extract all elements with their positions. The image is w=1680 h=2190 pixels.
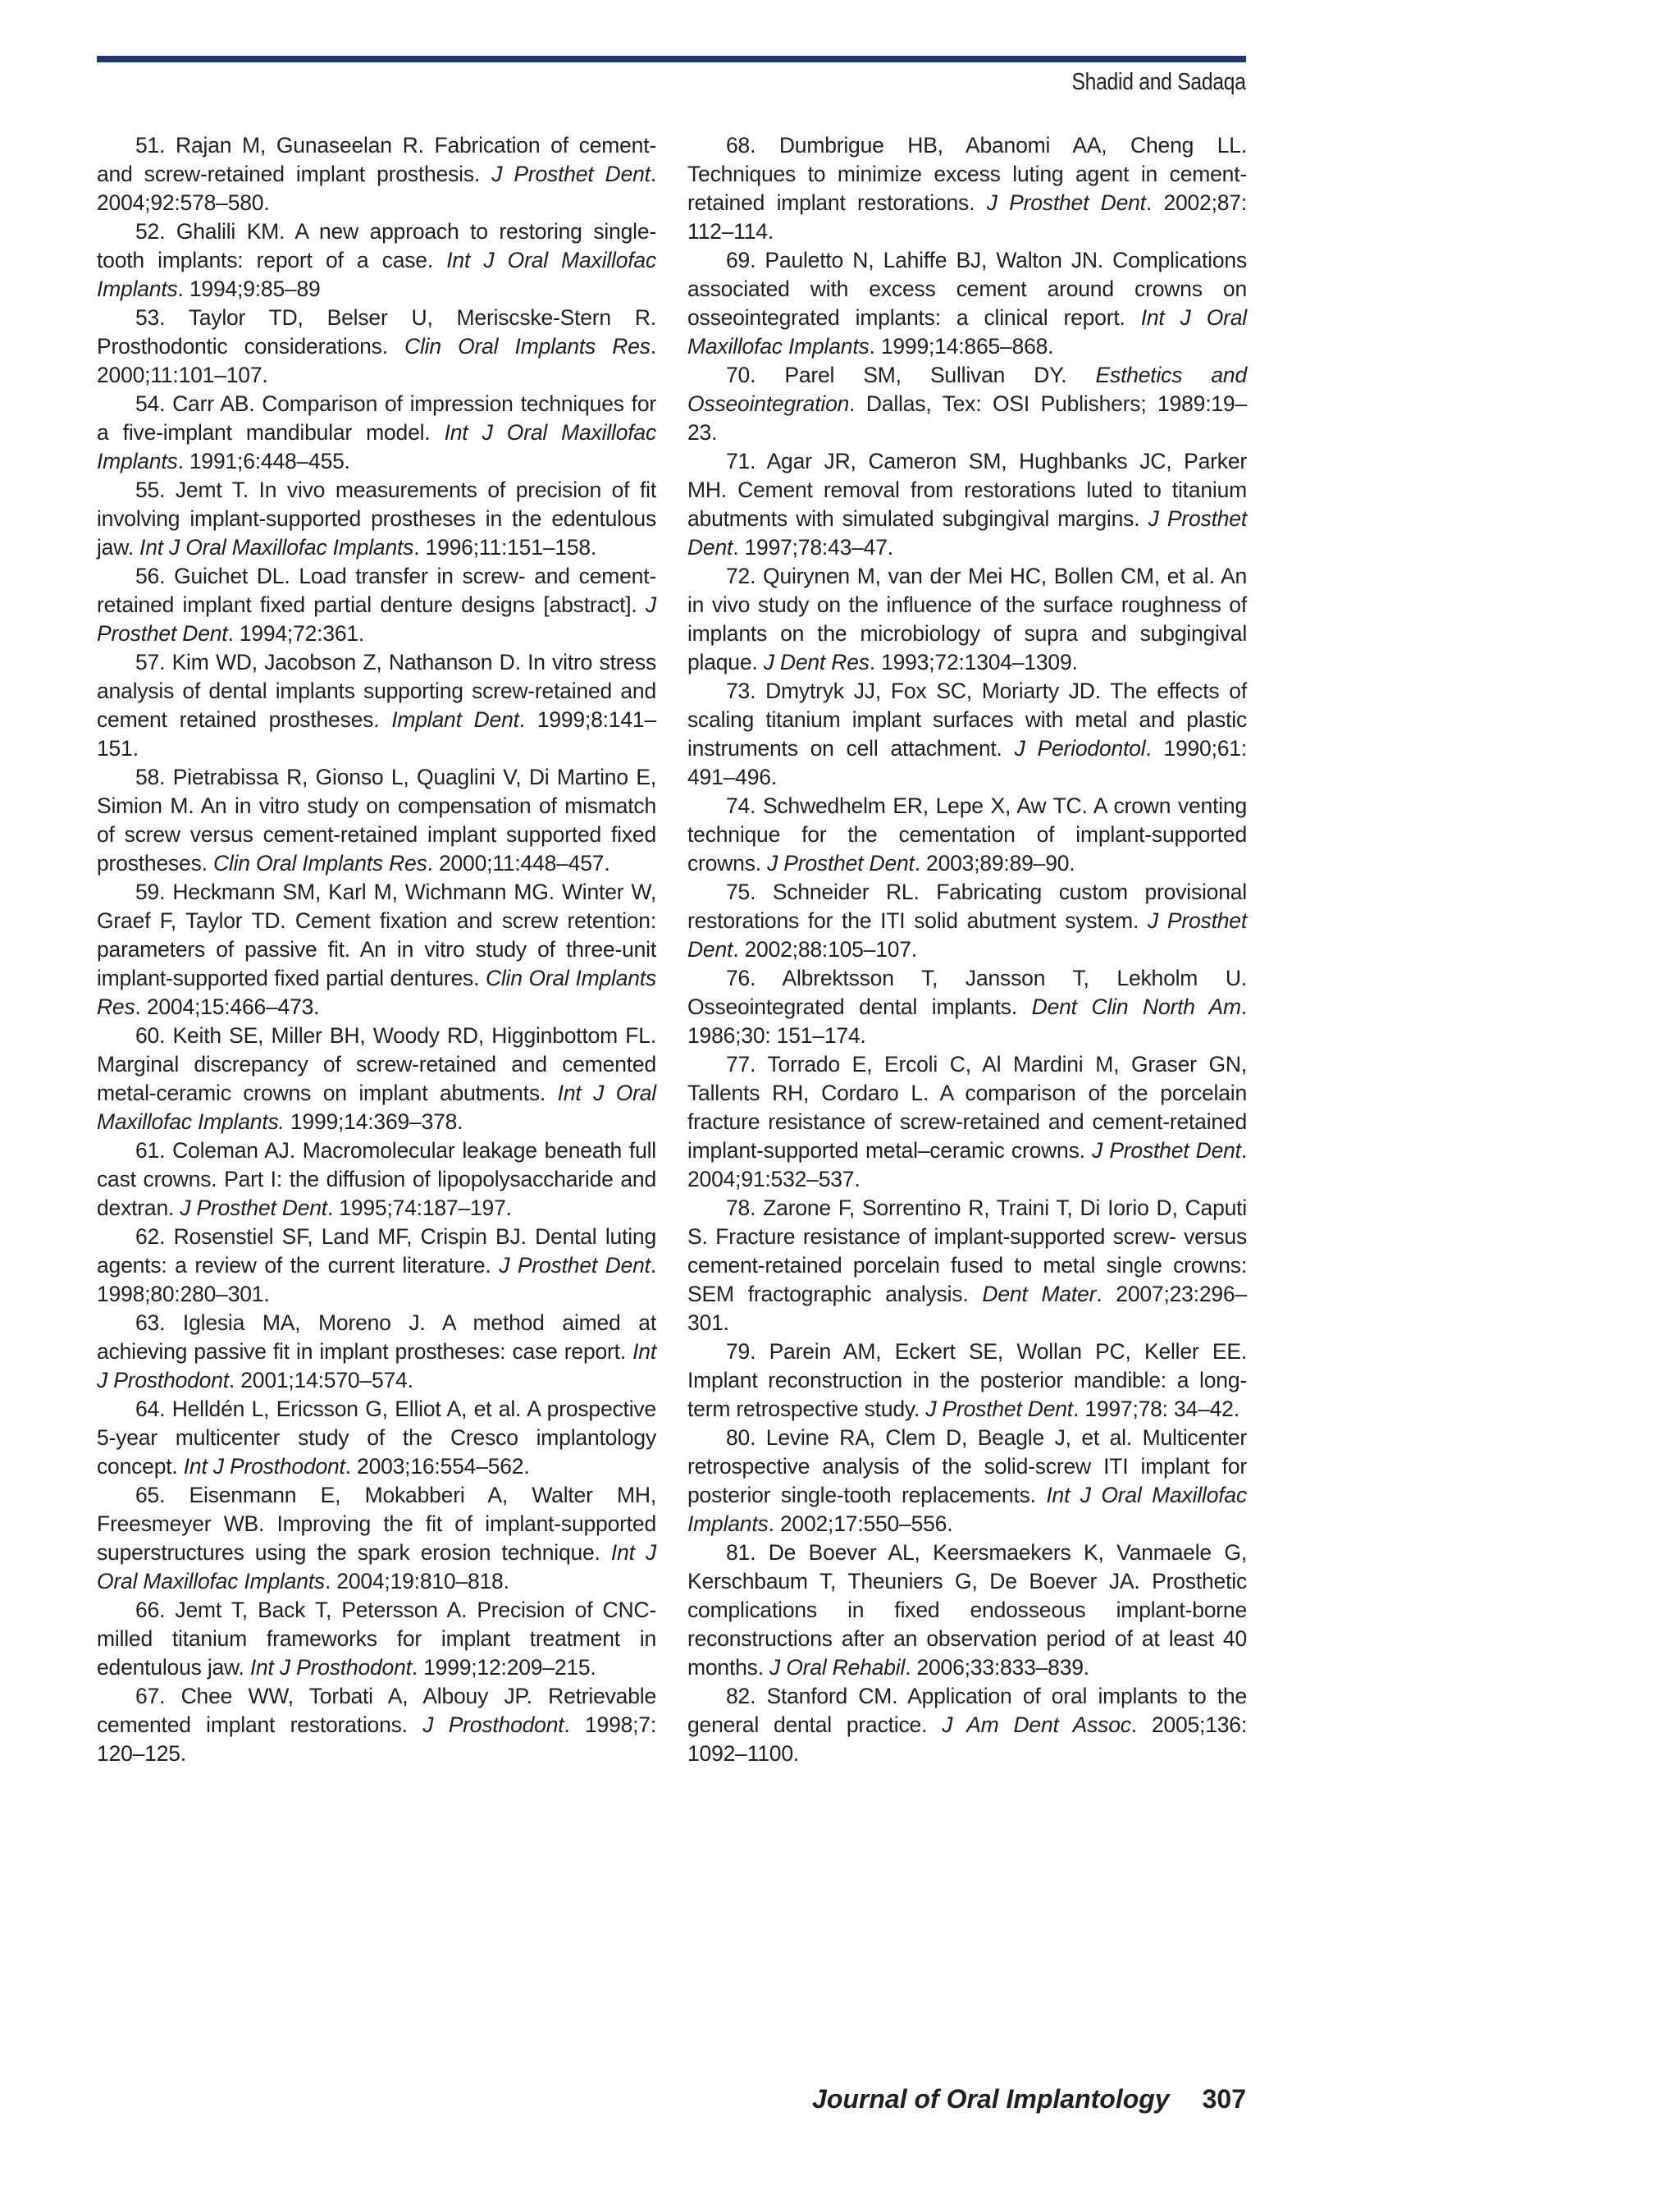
reference-citation: . 1994;72:361. <box>227 621 365 646</box>
reference-journal: J Prosthet Dent <box>687 908 1247 962</box>
reference-text: 71. Agar JR, Cameron SM, Hughbanks JC, Parker MH. Cement removal from restorations luted to titanium abutments with simulated subgingival margins. <box>687 449 1247 531</box>
reference-citation: . 2000;11:448–457. <box>427 851 610 876</box>
reference-item <box>97 217 656 304</box>
reference-citation: . 1998;7: 120–125. <box>97 1712 657 1766</box>
reference-text: 52. Ghalili KM. A new approach to restoring single-tooth implants: report of a case. <box>97 219 656 272</box>
reference-journal: Int J Oral Maxillofac Implants <box>687 305 1247 359</box>
reference-text: 74. Schwedhelm ER, Lepe X, Aw TC. A crown venting technique for the cementation of implant-supported crowns. <box>687 793 1247 876</box>
page-number: 307 <box>1202 2084 1246 2114</box>
reference-text: 69. Pauletto N, Lahiffe BJ, Walton JN. Complications associated with excess cement around crowns on osseointegrated implants: a clinical report. <box>687 248 1247 330</box>
reference-citation: . 2002;17:550–556. <box>768 1511 953 1536</box>
reference-item <box>97 1223 656 1309</box>
reference-item <box>687 562 1247 677</box>
reference-citation: . 1996;11:151–158. <box>413 535 597 560</box>
reference-journal: Clin Oral Implants Res <box>404 334 651 359</box>
reference-text: 82. Stanford CM. Application of oral implants to the general dental practice. <box>687 1684 1247 1737</box>
reference-item <box>687 677 1247 792</box>
reference-citation: . 2004;19:810–818. <box>324 1569 509 1593</box>
reference-journal: J Periodontol <box>1014 736 1146 761</box>
reference-citation: . Dallas, Tex: OSI Publishers; 1989:19–23. <box>687 391 1247 445</box>
reference-item <box>97 476 656 562</box>
reference-journal: Dent Clin North Am <box>1031 994 1241 1019</box>
reference-citation: 1999;14:369–378. <box>284 1109 463 1134</box>
reference-text: 66. Jemt T, Back T, Petersson A. Precision of CNC-milled titanium frameworks for implant treatment in edentulous jaw. <box>97 1598 656 1680</box>
reference-text: 57. Kim WD, Jacobson Z, Nathanson D. In vitro stress analysis of dental implants supporting screw-retained and cement retained prostheses. <box>97 650 656 732</box>
reference-journal: Dent Mater <box>982 1282 1097 1306</box>
reference-citation: . 1994;9:85–89 <box>177 277 321 301</box>
reference-journal: J Prosthet Dent <box>97 592 656 646</box>
references-column-left <box>97 131 656 1768</box>
reference-journal: J Am Dent Assoc <box>942 1712 1131 1737</box>
reference-citation: . 1990;61: 491–496. <box>687 736 1247 789</box>
reference-journal: Clin Oral Implants Res <box>212 851 427 876</box>
reference-item <box>97 1395 656 1481</box>
reference-text: 55. Jemt T. In vivo measurements of precision of fit involving implant-supported prostheses in the edentulous jaw. <box>97 478 656 560</box>
reference-text: 76. Albrektsson T, Jansson T, Lekholm U. Osseointegrated dental implants. <box>687 966 1247 1019</box>
reference-item <box>687 361 1247 447</box>
reference-journal: Clin Oral Implants Res <box>97 966 656 1019</box>
footer-journal-name: Journal of Oral Implantology <box>812 2084 1170 2114</box>
reference-citation: . 1997;78: 34–42. <box>1072 1397 1239 1421</box>
reference-text: 80. Levine RA, Clem D, Beagle J, et al. Multicenter retrospective analysis of the solid-screw ITI implant for posterior single-tooth replacements. <box>687 1425 1247 1507</box>
reference-journal: J Prosthet Dent <box>687 506 1247 560</box>
reference-citation: . 2003;89:89–90. <box>914 851 1075 876</box>
reference-text: 68. Dumbrigue HB, Abanomi AA, Cheng LL. Techniques to minimize excess luting agent in cement-retained implant restorations. <box>687 133 1247 215</box>
reference-journal: Int J Oral Maxillofac Implants <box>97 248 656 301</box>
reference-item <box>97 1136 656 1223</box>
reference-item <box>687 1682 1247 1768</box>
reference-citation: . 2002;87: 112–114. <box>687 190 1247 244</box>
reference-item <box>687 1538 1247 1682</box>
reference-text: 62. Rosenstiel SF, Land MF, Crispin BJ. Dental luting agents: a review of the current literature. <box>97 1224 656 1278</box>
reference-citation: . 2001;14:570–574. <box>228 1368 413 1392</box>
reference-text: 60. Keith SE, Miller BH, Woody RD, Higginbottom FL. Marginal discrepancy of screw-retained and cemented metal-ceramic crowns on implant abutments. <box>97 1023 656 1105</box>
reference-item <box>97 1309 656 1395</box>
reference-citation: . 2004;92:578–580. <box>97 162 656 215</box>
reference-item <box>97 390 656 476</box>
reference-citation: . 2007;23:296–301. <box>687 1282 1247 1335</box>
reference-text: 73. Dmytryk JJ, Fox SC, Moriarty JD. The effects of scaling titanium implant surfaces with metal and plastic instruments on cell attachment. <box>687 679 1247 761</box>
reference-item <box>687 878 1247 964</box>
reference-journal: J Prosthet Dent <box>925 1397 1073 1421</box>
reference-citation: . 2002;88:105–107. <box>733 937 917 962</box>
reference-citation: . 2005;136: 1092–1100. <box>687 1712 1247 1766</box>
reference-journal: J Prosthodont <box>422 1712 564 1737</box>
reference-item <box>97 648 656 763</box>
reference-journal: Int J Prosthodont <box>97 1339 656 1392</box>
reference-journal: Esthetics and Osseointegration <box>687 363 1247 416</box>
reference-journal: J Prosthet Dent <box>180 1196 327 1220</box>
reference-item <box>97 562 656 648</box>
header-rule <box>97 56 1246 62</box>
reference-citation: . 2004;15:466–473. <box>135 994 320 1019</box>
reference-text: 54. Carr AB. Comparison of impression techniques for a five-implant mandibular model. <box>97 391 656 445</box>
references-column-right <box>687 131 1247 1768</box>
reference-item <box>687 131 1247 246</box>
reference-citation: . 1997;78:43–47. <box>733 535 893 560</box>
reference-text: 64. Helldén L, Ericsson G, Elliot A, et al. A prospective 5-year multicenter study of the Cresco implantology concept. <box>97 1397 656 1479</box>
reference-item <box>687 447 1247 562</box>
reference-item <box>687 1050 1247 1194</box>
reference-text: 78. Zarone F, Sorrentino R, Traini T, Di Iorio D, Caputi S. Fracture resistance of implant-supported screw- versus cement-retained porcelain fused to metal single crowns: SEM fractographic analysis. <box>687 1196 1247 1306</box>
reference-item <box>687 1337 1247 1424</box>
page-footer <box>812 2081 1246 2117</box>
reference-citation: . 2004;91:532–537. <box>687 1138 1248 1191</box>
reference-text: 77. Torrado E, Ercoli C, Al Mardini M, Graser GN, Tallents RH, Cordaro L. A comparison of the porcelain fracture resistance of screw-retained and cement-retained implant-supported metal–ceramic crowns. <box>687 1052 1247 1163</box>
reference-citation: . 1995;74:187–197. <box>326 1196 512 1220</box>
reference-citation: . 1998;80:280–301. <box>97 1253 657 1306</box>
reference-journal: Int J Prosthodont <box>249 1655 412 1680</box>
reference-journal: J Prosthet Dent <box>1092 1138 1241 1163</box>
reference-item <box>687 792 1247 878</box>
reference-text: 67. Chee WW, Torbati A, Albouy JP. Retrievable cemented implant restorations. <box>97 1684 656 1737</box>
reference-journal: Int J Oral Maxillofac Implants <box>687 1483 1247 1536</box>
reference-journal: Int J Prosthodont <box>183 1454 345 1479</box>
reference-item <box>97 1022 656 1136</box>
reference-text: 70. Parel SM, Sullivan DY. <box>726 363 1096 387</box>
reference-item <box>687 1194 1247 1337</box>
reference-citation: . 2006;33:833–839. <box>905 1655 1089 1680</box>
reference-citation: . 1999;8:141–151. <box>97 707 656 761</box>
reference-text: 63. Iglesia MA, Moreno J. A method aimed at achieving passive fit in implant prostheses: case report. <box>97 1310 656 1364</box>
reference-journal: J Prosthet Dent <box>986 190 1146 215</box>
reference-journal: Implant Dent <box>391 707 519 732</box>
reference-item <box>97 304 656 390</box>
running-head: Shadid and Sadaqa <box>1071 69 1246 95</box>
reference-item <box>687 1424 1247 1538</box>
reference-citation: . 1999;12:209–215. <box>411 1655 596 1680</box>
reference-citation: . 1993;72:1304–1309. <box>869 650 1078 674</box>
reference-item <box>687 246 1247 361</box>
reference-item <box>97 878 656 1022</box>
reference-text: 61. Coleman AJ. Macromolecular leakage beneath full cast crowns. Part I: the diffusion of lipopolysaccharide and dextran. <box>97 1138 656 1220</box>
reference-text: 65. Eisenmann E, Mokabberi A, Walter MH, Freesmeyer WB. Improving the fit of implant-supported superstructures using the spark erosion technique. <box>97 1483 656 1565</box>
reference-text: 53. Taylor TD, Belser U, Meriscske-Stern R. Prosthodontic considerations. <box>97 305 656 359</box>
reference-text: 59. Heckmann SM, Karl M, Wichmann MG. Winter W, Graef F, Taylor TD. Cement fixation and screw retention: parameters of passive fit. An in vitro study of three-unit implant-supported fixed partial dentures. <box>97 880 656 990</box>
reference-journal: Int J Oral Maxillofac Implants. <box>97 1081 656 1134</box>
reference-citation: . 2000;11:101–107. <box>97 334 656 387</box>
reference-journal: J Prosthet Dent <box>499 1253 651 1278</box>
reference-journal: J Prosthet Dent <box>491 162 651 186</box>
reference-journal: Int J Oral Maxillofac Implants <box>97 1540 656 1593</box>
reference-text: 79. Parein AM, Eckert SE, Wollan PC, Keller EE. Implant reconstruction in the posterior mandible: a long-term retrospective study. <box>687 1339 1247 1421</box>
reference-item <box>97 1596 656 1682</box>
reference-citation: . 1986;30: 151–174. <box>687 994 1248 1048</box>
reference-journal: J Oral Rehabil <box>769 1655 906 1680</box>
reference-text: 81. De Boever AL, Keersmaekers K, Vanmaele G, Kerschbaum T, Theuniers G, De Boever JA. Prosthetic complications in fixed endosseous implant-borne reconstructions after an observation period of at least 40 months. <box>687 1540 1247 1680</box>
reference-text: 75. Schneider RL. Fabricating custom provisional restorations for the ITI solid abutment system. <box>687 880 1247 933</box>
reference-journal: J Dent Res <box>763 650 870 674</box>
reference-citation: . 2003;16:554–562. <box>345 1454 530 1479</box>
reference-journal: Int J Oral Maxillofac Implants <box>139 535 414 560</box>
reference-journal: J Prosthet Dent <box>767 851 915 876</box>
reference-item <box>97 131 656 217</box>
reference-item <box>97 1682 656 1768</box>
reference-item <box>97 1481 656 1596</box>
reference-text: 56. Guichet DL. Load transfer in screw- and cement-retained implant fixed partial denture designs [abstract]. <box>97 564 656 617</box>
reference-item <box>97 763 656 878</box>
reference-text: 58. Pietrabissa R, Gionso L, Quaglini V, Di Martino E, Simion M. An in vitro study on compensation of mismatch of screw versus cement-retained implant supported fixed prostheses. <box>97 765 656 876</box>
reference-citation: . 1999;14:865–868. <box>869 334 1054 359</box>
reference-citation: . 1991;6:448–455. <box>177 449 350 473</box>
reference-item <box>687 964 1247 1050</box>
reference-text: 72. Quirynen M, van der Mei HC, Bollen CM, et al. An in vivo study on the influence of the surface roughness of implants on the microbiology of supra and subgingival plaque. <box>687 564 1247 674</box>
reference-journal: Int J Oral Maxillofac Implants <box>97 420 656 473</box>
reference-text: 51. Rajan M, Gunaseelan R. Fabrication of cement-and screw-retained implant prosthesis. <box>97 133 656 186</box>
